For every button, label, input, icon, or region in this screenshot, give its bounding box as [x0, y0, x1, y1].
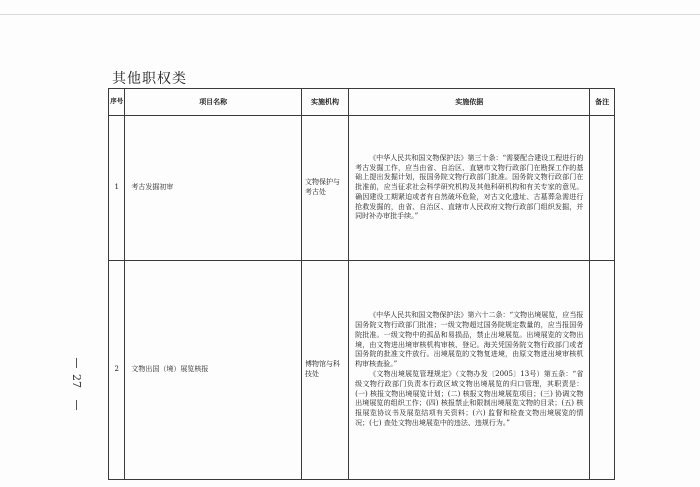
header-no: 序号: [109, 89, 125, 116]
legal-basis-cell: [349, 261, 590, 480]
note-cell: [590, 261, 615, 480]
table-row: [109, 261, 615, 480]
implementing-agency: 文物保护与考古处: [301, 116, 348, 261]
section-title: 其他职权类: [112, 71, 187, 87]
page-number: 27: [70, 374, 83, 388]
legal-basis-paragraph: 《中华人民共和国文物保护法》第三十条：“需要配合建设工程进行的考古发掘工作，应当由省、自治区、直辖市文物行政部门在勘探工作的基础上提出发掘计划，报国务院文物行政部门批准。国务院文物行政部门在批准前，应当征求社会科学研究机构及其他科研机构和有关专家的意见。确因建设工期紧迫或者有自然破坏危险，对古文化遗址、古墓葬急需进行抢救发掘的，由省、自治区、直辖市人民政府文物行政部门组织发掘，并同时补办审批手续。”: [355, 153, 584, 221]
row-number: 1: [109, 116, 125, 261]
implementing-agency: 博物馆与科技处: [301, 261, 348, 480]
item-name: 考古发掘初审: [125, 116, 302, 261]
table-row: [109, 116, 615, 261]
header-basis: 实施依据: [349, 89, 590, 116]
legal-basis-paragraph: 《文物出境展览管理规定》（文物办发〔2005〕13号）第五条：“省级文物行政部门负责本行政区域文物出境展览的归口管理，其职责是：(一) 核报文物出境展览计划；(二) 核报文物出境展览项目；(三) 协调文物出境展览的组织工作；(四) 核报禁止和限制出境展览文物的目录；(五) 核报展览协议书及展览结项有关资料；(六) 监督和检查文物出境展览的情况；(七) 查处文物出境展览中的违法、违规行为。”: [355, 370, 584, 427]
powers-table: [108, 88, 615, 480]
item-name: 文物出国（境）展览核报: [125, 261, 302, 480]
page-number-dash-bottom: [76, 400, 77, 410]
table-header-row: [109, 89, 615, 116]
page-number-dash-top: [76, 358, 77, 368]
legal-basis-paragraph: 《中华人民共和国文物保护法》第六十二条：“文物出境展览，应当报国务院文物行政部门批准；一级文物超过国务院规定数量的，应当报国务院批准。一级文物中的孤品和易损品，禁止出境展览。出境展览的文物出境，由文物进出境审核机构审核、登记。海关凭国务院文物行政部门或者国务院的批准文件放行。出境展览的文物复进境，由原文物进出境审核机构审核查验。”: [355, 311, 584, 369]
header-agency: 实施机构: [301, 89, 348, 116]
header-note: 备注: [590, 89, 615, 116]
row-number: 2: [109, 261, 125, 480]
top-rule: [0, 14, 700, 15]
legal-basis-cell: [349, 116, 590, 261]
note-cell: [590, 116, 615, 261]
header-name: 项目名称: [125, 89, 302, 116]
